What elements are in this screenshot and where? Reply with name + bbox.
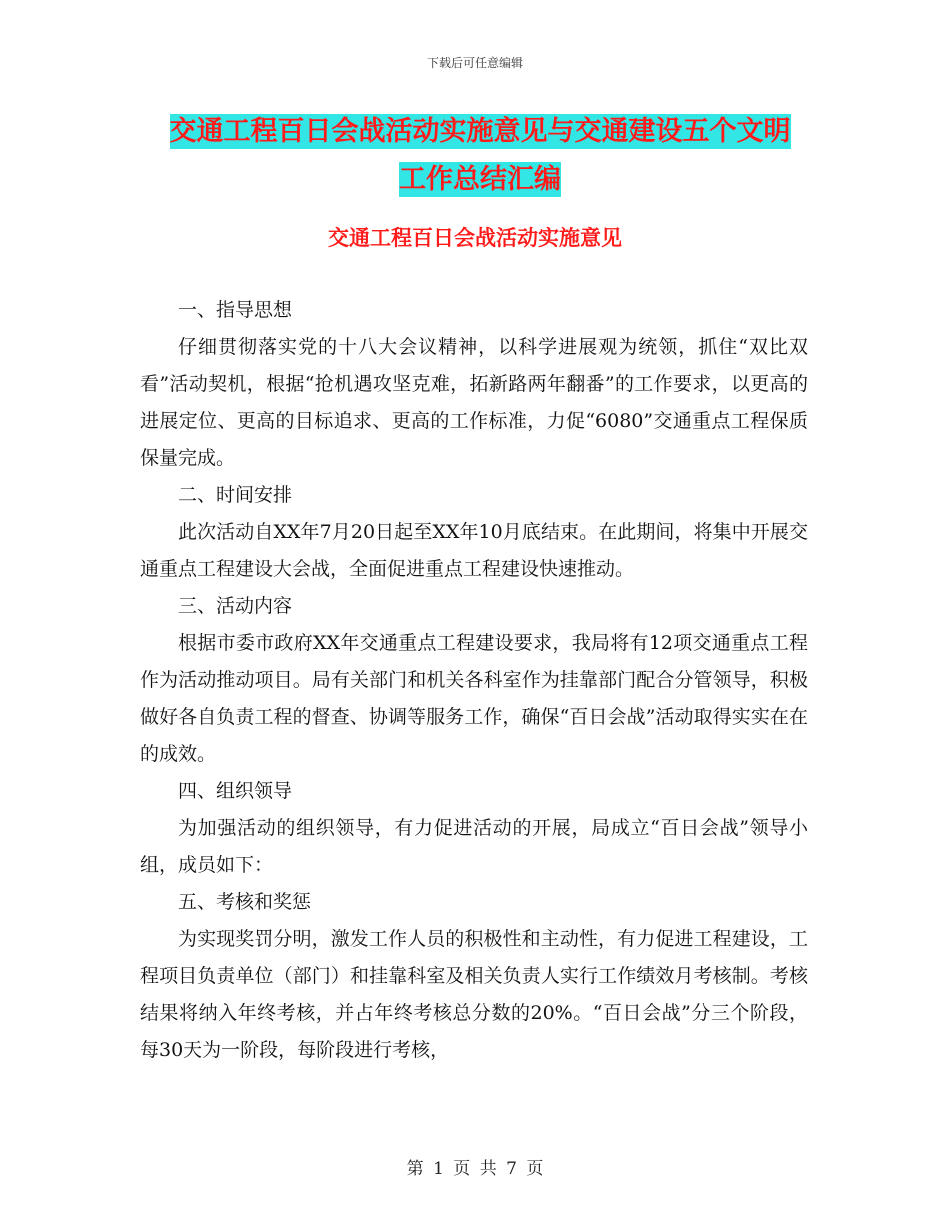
paragraph: 此次活动自XX年7月20日起至XX年10月底结束。在此期间，将集中开展交通重点工程建设大会战，全面促进重点工程建设快速推动。 [140,521,808,580]
paragraph: 为加强活动的组织领导，有力促进活动的开展，局成立“百日会战”领导小组，成员如下： [140,817,808,876]
document-title [140,108,820,204]
paragraph: 为实现奖罚分明，激发工作人员的积极性和主动性，有力促进工程建设，工程项目负责单位（部门）和挂靠科室及相关负责人实行工作绩效月考核制。考核结果将纳入年终考核，并占年终考核总分数的20%。“百日会战”分三个阶段，每30天为一阶段，每阶段进行考核， [140,928,808,1061]
header-note: 下载后可任意编辑 [426,56,523,70]
heading-assessment: 五、考核和奖惩 [178,891,312,913]
paragraph: 仔细贯彻落实党的十八大会议精神，以科学进展观为统领，抓住“双比双看”活动契机，根据“抢机遇攻坚克难，拓新路两年翻番”的工作要求，以更高的进展定位、更高的目标追求、更高的工作标准，力促“6080”交通重点工程保质保量完成。 [140,336,808,469]
heading-guiding-ideology: 一、指导思想 [178,299,293,321]
title-line-2: 工作总结汇编 [399,164,561,195]
paragraph: 根据市委市政府XX年交通重点工程建设要求，我局将有12项交通重点工程作为活动推动项目。局有关部门和机关各科室作为挂靠部门配合分管领导，积极做好各自负责工程的督查、协调等服务工作，确保“百日会战”活动取得实实在在的成效。 [140,632,808,765]
section-title: 交通工程百日会战活动实施意见 [328,226,622,250]
body-text [140,292,808,1069]
title-line-1: 交通工程百日会战活动实施意见与交通建设五个文明 [169,116,791,147]
heading-activity-content: 三、活动内容 [178,595,293,617]
page-number: 第 1 页 共 7 页 [406,1159,544,1179]
heading-schedule: 二、时间安排 [178,484,293,506]
heading-organization: 四、组织领导 [178,780,293,802]
